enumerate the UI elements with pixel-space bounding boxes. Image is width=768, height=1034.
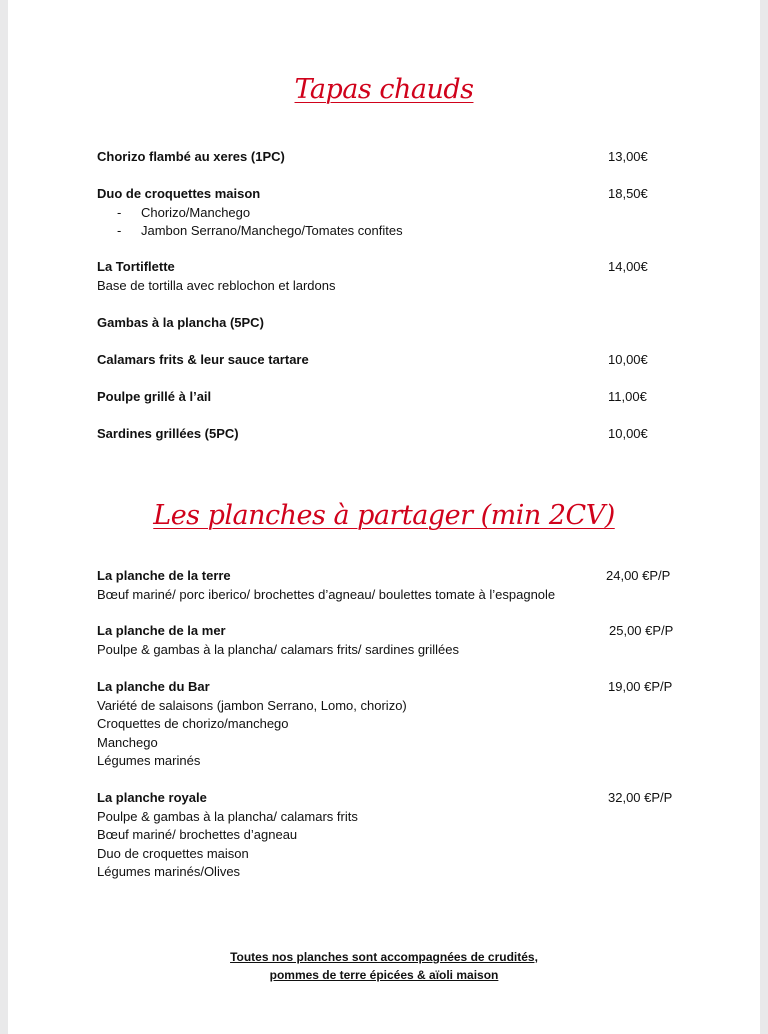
item-line: Poulpe & gambas à la plancha/ calamars frits bbox=[97, 808, 358, 824]
item-line: Variété de salaisons (jambon Serrano, Lomo, chorizo) bbox=[97, 697, 407, 713]
footer-line-1: Toutes nos planches sont accompagnées de crudités, bbox=[230, 950, 538, 964]
item-name: Duo de croquettes maison bbox=[97, 186, 261, 201]
item-price: 18,50€ bbox=[608, 186, 648, 201]
item-name: La planche du Bar bbox=[97, 679, 210, 694]
menu-item bbox=[97, 388, 717, 407]
item-name: Chorizo flambé au xeres (1PC) bbox=[97, 149, 285, 164]
item-name: La planche royale bbox=[97, 790, 207, 805]
menu-item bbox=[97, 258, 717, 295]
item-name: La planche de la terre bbox=[97, 568, 231, 583]
menu-item bbox=[97, 678, 717, 771]
item-description: Base de tortilla avec reblochon et lardons bbox=[97, 277, 336, 293]
item-price: 10,00€ bbox=[608, 352, 648, 367]
menu-item bbox=[97, 351, 717, 370]
item-name: La planche de la mer bbox=[97, 623, 226, 638]
item-line: Croquettes de chorizo/manchego bbox=[97, 716, 289, 731]
item-price: 14,00€ bbox=[608, 259, 648, 274]
item-line: Légumes marinés bbox=[97, 753, 201, 768]
item-sub-line: - Jambon Serrano/Manchego/Tomates confites bbox=[117, 223, 403, 238]
item-name: Calamars frits & leur sauce tartare bbox=[97, 352, 309, 367]
item-name: Poulpe grillé à l’ail bbox=[97, 389, 212, 404]
menu-item bbox=[97, 185, 717, 241]
menu-page bbox=[8, 0, 760, 1034]
item-price: 25,00 €P/P bbox=[609, 623, 674, 638]
item-price: 19,00 €P/P bbox=[608, 679, 673, 694]
menu-item bbox=[97, 567, 717, 604]
item-line: Légumes marinés/Olives bbox=[97, 864, 241, 879]
item-price: 24,00 €P/P bbox=[606, 568, 671, 583]
section-title-planches: Les planches à partager (min 2CV) bbox=[153, 500, 615, 531]
item-name: Gambas à la plancha (5PC) bbox=[97, 315, 264, 330]
menu-item bbox=[97, 148, 717, 167]
item-name: La Tortiflette bbox=[97, 259, 175, 274]
item-price: 10,00€ bbox=[608, 426, 648, 441]
section-title-tapas-chauds: Tapas chauds bbox=[294, 74, 474, 105]
item-name: Sardines grillées (5PC) bbox=[97, 426, 239, 441]
item-price: 32,00 €P/P bbox=[608, 790, 673, 805]
item-line: Manchego bbox=[97, 734, 158, 750]
item-line: Poulpe & gambas à la plancha/ calamars frits/ sardines grillées bbox=[97, 641, 460, 657]
item-line: Duo de croquettes maison bbox=[97, 845, 249, 861]
footer-line-2: pommes de terre épicées & aïoli maison bbox=[269, 968, 499, 982]
item-sub-line: - Chorizo/Manchego bbox=[117, 204, 251, 220]
menu-item bbox=[97, 314, 717, 333]
item-line: Bœuf mariné/ porc iberico/ brochettes d’agneau/ boulettes tomate à l’espagnole bbox=[97, 586, 556, 602]
item-line: Bœuf mariné/ brochettes d’agneau bbox=[97, 827, 298, 842]
item-price: 11,00€ bbox=[608, 389, 647, 404]
item-price: 13,00€ bbox=[608, 149, 648, 164]
menu-item bbox=[97, 789, 717, 882]
menu-item bbox=[97, 425, 717, 444]
menu-item bbox=[97, 622, 717, 659]
footer-note bbox=[0, 948, 768, 984]
